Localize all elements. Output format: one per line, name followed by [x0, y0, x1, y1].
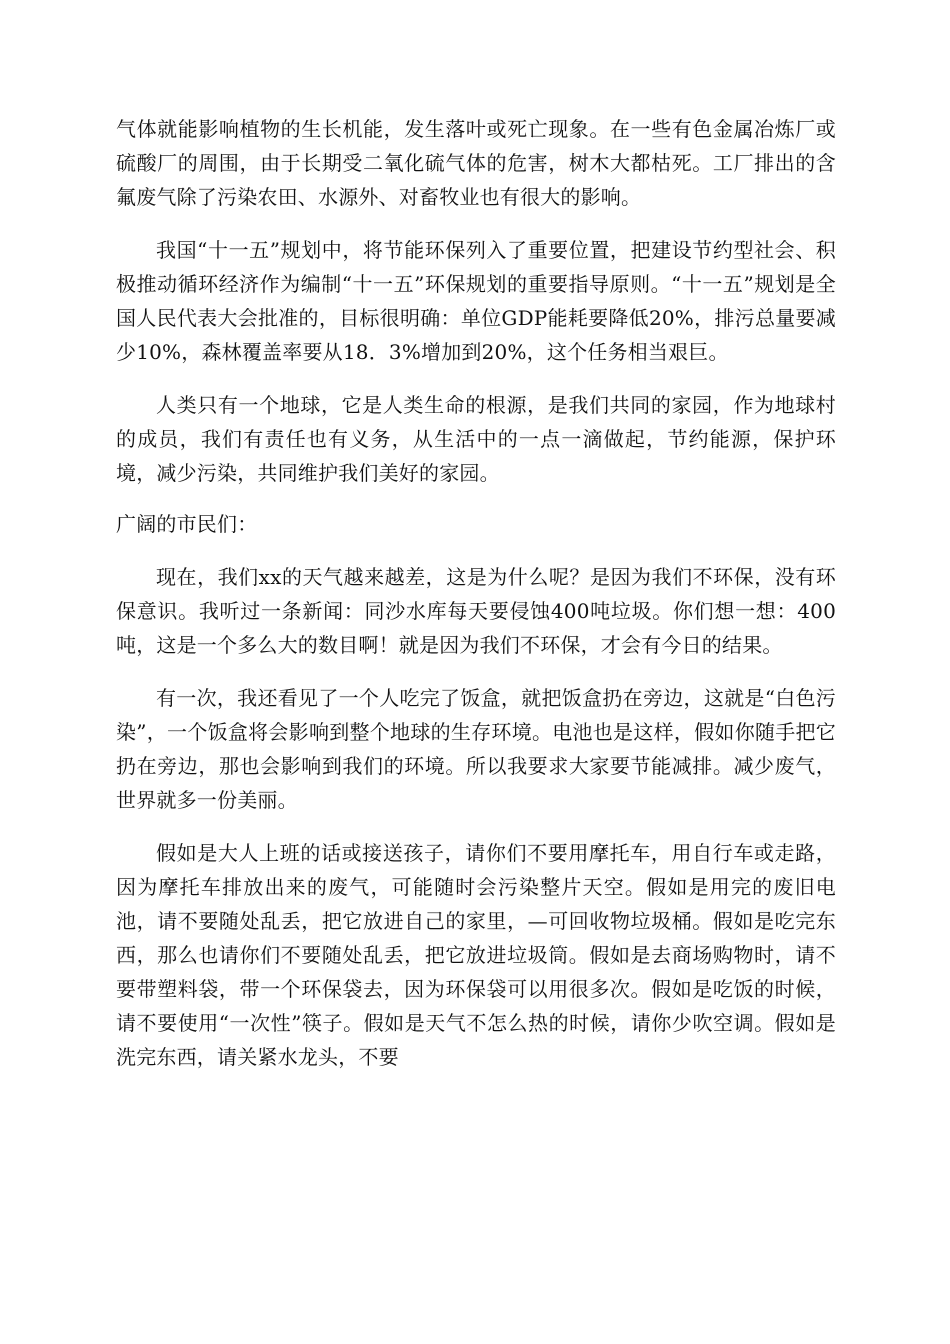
paragraph-6: 假如是大人上班的话或接送孩子，请你们不要用摩托车，用自行车或走路，因为摩托车排放出来的废气，可能随时会污染整片天空。假如是用完的废旧电池，请不要随处乱丢，把它放进自己的家里，—可回收物垃圾桶。假如是吃完东西，那么也请你们不要随处乱丢，把它放进垃圾筒。假如是去商场购物时，请不要带塑料袋，带一个环保袋去，因为环保袋可以用很多次。假如是吃饭的时候，请不要使用“一次性”筷子。假如是天气不怎么热的时候，请你少吹空调。假如是洗完东西，请关紧水龙头，不要	[116, 841, 836, 1069]
salutation: 广阔的市民们：	[116, 512, 258, 536]
paragraph-5: 有一次，我还看见了一个人吃完了饭盒，就把饭盒扔在旁边，这就是“白色污染”，一个饭盒将会影响到整个地球的生存环境。电池也是这样，假如你随手把它扔在旁边，那也会影响到我们的环境。所以我要求大家要节能减排。减少废气，世界就多一份美丽。	[116, 686, 836, 812]
paragraph-2: 我国“十一五”规划中，将节能环保列入了重要位置，把建设节约型社会、积极推动循环经济作为编制“十一五”环保规划的重要指导原则。“十一五”规划是全国人民代表大会批准的，目标很明确：单位GDP能耗要降低20%，排污总量要减少10%，森林覆盖率要从18．3%增加到20%，这个任务相当艰巨。	[116, 238, 836, 364]
paragraph-3: 人类只有一个地球，它是人类生命的根源，是我们共同的家园，作为地球村的成员，我们有责任也有义务，从生活中的一点一滴做起，节约能源，保护环境，减少污染，共同维护我们美好的家园。	[116, 393, 836, 485]
document-page	[116, 112, 836, 1074]
paragraph-4: 现在，我们xx的天气越来越差，这是为什么呢？是因为我们不环保，没有环保意识。我听过一条新闻：同沙水库每天要侵蚀400吨垃圾。你们想一想：400吨，这是一个多么大的数目啊！就是因为我们不环保，才会有今日的结果。	[116, 565, 836, 657]
paragraph-1: 气体就能影响植物的生长机能，发生落叶或死亡现象。在一些有色金属冶炼厂或硫酸厂的周围，由于长期受二氧化硫气体的危害，树木大都枯死。工厂排出的含氟废气除了污染农田、水源外、对畜牧业也有很大的影响。	[116, 117, 836, 209]
